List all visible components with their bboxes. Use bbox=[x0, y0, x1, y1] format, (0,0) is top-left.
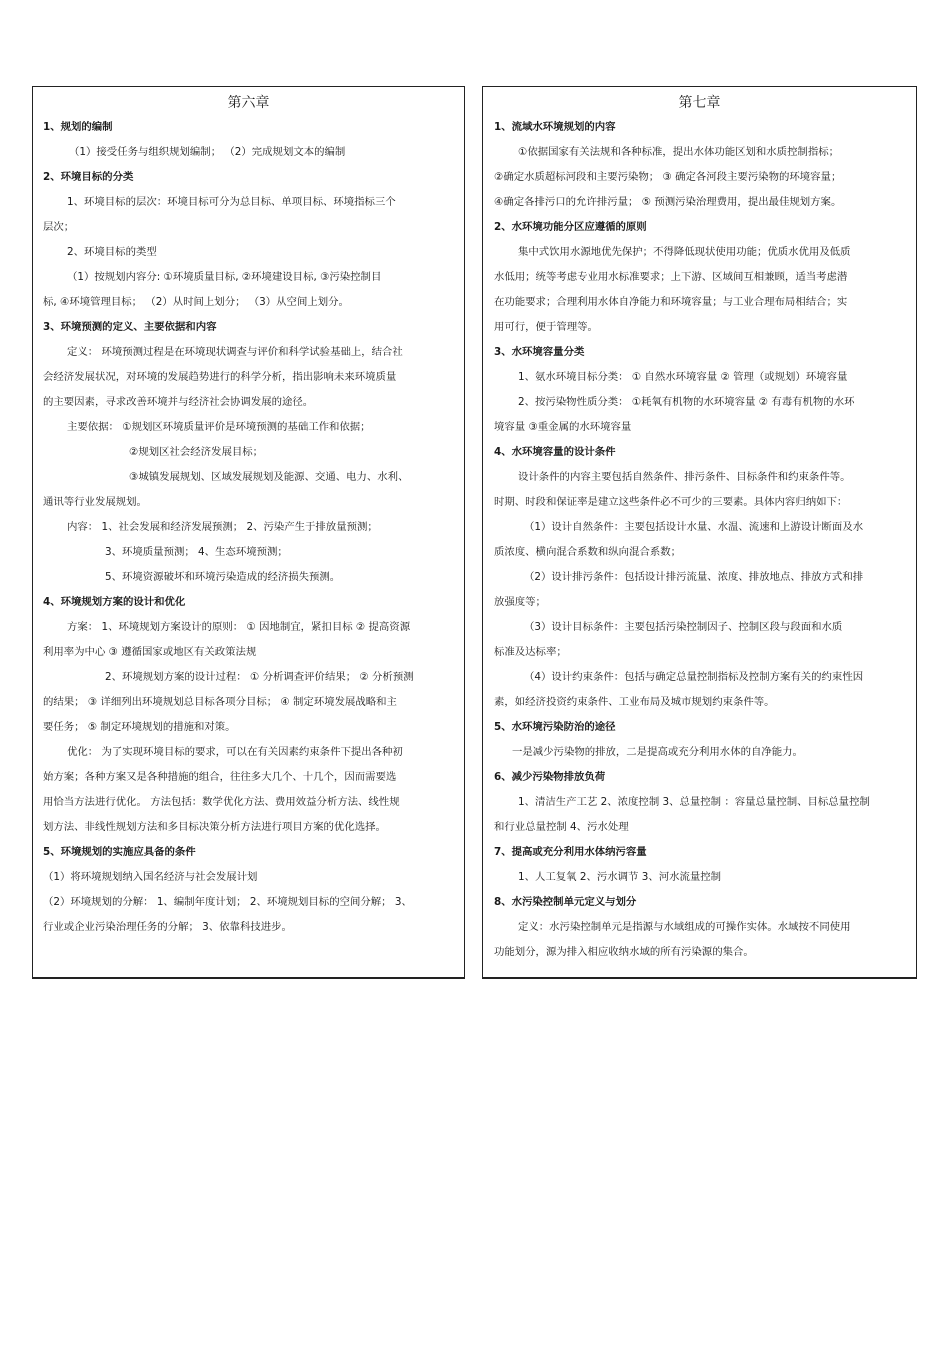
text-line: 会经济发展状况，对环境的发展趋势进行的科学分析，指出影响未来环境质量 bbox=[43, 371, 397, 383]
text-line: （3）设计目标条件：主要包括污染控制因子、控制区段与段面和水质 bbox=[524, 621, 843, 633]
text-line: （2）设计排污条件：包括设计排污流量、浓度、排放地点、排放方式和排 bbox=[524, 571, 864, 583]
text-line: 1、环境目标的层次：环境目标可分为总目标、单项目标、环境指标三个 bbox=[67, 196, 396, 208]
text-line: （1）按规划内容分: ①环境质量目标, ②环境建设目标, ③污染控制目 bbox=[67, 271, 382, 283]
text-line: ③城镇发展规划、区域发展规划及能源、交通、电力、水利、 bbox=[129, 471, 409, 483]
text-line: 行业或企业污染治理任务的分解； 3、依靠科技进步。 bbox=[43, 921, 292, 933]
text-line: 1、氨水环境目标分类： ① 自然水环境容量 ② 管理（或规划）环境容量 bbox=[518, 371, 848, 383]
text-line: 2、环境目标的类型 bbox=[67, 246, 157, 258]
text-line: 时期、时段和保证率是建立这些条件必不可少的三要素。具体内容归纳如下： bbox=[494, 496, 848, 508]
text-line: 的结果； ③ 详细列出环境规划总目标各项分目标； ④ 制定环境发展战略和主 bbox=[43, 696, 397, 708]
section-heading: 6、减少污染物排放负荷 bbox=[494, 771, 606, 783]
text-line: 功能划分，源为排入相应收纳水域的所有污染源的集合。 bbox=[494, 946, 754, 958]
text-line: （1）设计自然条件：主要包括设计水量、水温、流速和上游设计断面及水 bbox=[524, 521, 864, 533]
text-line: 放强度等； bbox=[494, 596, 546, 608]
text-line: 划方法、非线性规划方法和多目标决策分析方法进行项目方案的优化选择。 bbox=[43, 821, 386, 833]
text-line: 优化： 为了实现环境目标的要求，可以在有关因素约束条件下提出各种初 bbox=[67, 746, 403, 758]
text-line: ②规划区社会经济发展目标； bbox=[129, 446, 264, 458]
chapter-seven-panel bbox=[482, 86, 917, 979]
text-line: 用恰当方法进行优化。 方法包括：数学优化方法、费用效益分析方法、线性规 bbox=[43, 796, 400, 808]
section-heading: 1、流域水环境规划的内容 bbox=[494, 121, 616, 133]
text-line: 境容量 ③重金属的水环境容量 bbox=[494, 421, 632, 433]
text-line: 方案： 1、环境规划方案设计的原则： ① 因地制宜，紧扣目标 ② 提高资源 bbox=[67, 621, 411, 633]
text-line: （1）将环境规划纳入国名经济与社会发展计划 bbox=[43, 871, 258, 883]
section-heading: 3、水环境容量分类 bbox=[494, 346, 585, 358]
text-line: 利用率为中心 ③ 遵循国家或地区有关政策法规 bbox=[43, 646, 257, 658]
text-line: 标, ④环境管理目标； （2）从时间上划分； （3）从空间上划分。 bbox=[43, 296, 349, 308]
text-line: 素，如经济投资约束条件、工业布局及城市规划约束条件等。 bbox=[494, 696, 775, 708]
section-heading: 2、环境目标的分类 bbox=[43, 171, 134, 183]
text-line: 内容： 1、社会发展和经济发展预测； 2、污染产生于排放量预测； bbox=[67, 521, 378, 533]
text-line: 层次； bbox=[43, 221, 75, 233]
section-heading: 1、规划的编制 bbox=[43, 121, 113, 133]
text-line: 2、环境规划方案的设计过程： ① 分析调查评价结果； ② 分析预测 bbox=[105, 671, 414, 683]
text-line: 用可行，便于管理等。 bbox=[494, 321, 598, 333]
chapter-seven-title: 第七章 bbox=[678, 95, 721, 111]
text-line: （1）接受任务与组织规划编制； （2）完成规划文本的编制 bbox=[69, 146, 346, 158]
text-line: 3、环境质量预测； 4、生态环境预测； bbox=[105, 546, 288, 558]
section-heading: 4、环境规划方案的设计和优化 bbox=[43, 596, 186, 608]
text-line: （2）环境规划的分解： 1、编制年度计划； 2、环境规划目标的空间分解； 3、 bbox=[43, 896, 412, 908]
section-heading: 5、水环境污染防治的途径 bbox=[494, 721, 616, 733]
text-line: 定义：水污染控制单元是指源与水域组成的可操作实体。水域按不同使用 bbox=[518, 921, 851, 933]
text-line: （4）设计约束条件：包括与确定总量控制指标及控制方案有关的约束性因 bbox=[524, 671, 864, 683]
text-line: 在功能要求；合理利用水体自净能力和环境容量；与工业合理布局相结合；实 bbox=[494, 296, 848, 308]
text-line: 水低用；统等考虑专业用水标准要求；上下游、区域间互相兼顾，适当考虑潜 bbox=[494, 271, 848, 283]
text-line: 主要依据： ①规划区环境质量评价是环境预测的基础工作和依据； bbox=[67, 421, 371, 433]
section-heading: 2、水环境功能分区应遵循的原则 bbox=[494, 221, 647, 233]
text-line: ①依据国家有关法规和各种标准，提出水体功能区划和水质控制指标； bbox=[518, 146, 840, 158]
text-line: 2、按污染物性质分类： ①耗氧有机物的水环境容量 ② 有毒有机物的水环 bbox=[518, 396, 855, 408]
text-line: 通讯等行业发展规划。 bbox=[43, 496, 147, 508]
chapter-six-title: 第六章 bbox=[227, 95, 270, 111]
section-heading: 5、环境规划的实施应具备的条件 bbox=[43, 846, 196, 858]
text-line: 1、人工复氧 2、污水调节 3、河水流量控制 bbox=[518, 871, 722, 883]
text-line: 标准及达标率； bbox=[494, 646, 567, 658]
text-line: 始方案；各种方案又是各种措施的组合，往往多大几个、十几个，因而需要选 bbox=[43, 771, 397, 783]
text-line: 1、清洁生产工艺 2、浓度控制 3、总量控制 ：容量总量控制、目标总量控制 bbox=[518, 796, 870, 808]
text-line: 要任务； ⑤ 制定环境规划的措施和对策。 bbox=[43, 721, 236, 733]
section-heading: 3、环境预测的定义、主要依据和内容 bbox=[43, 321, 217, 333]
chapter-six-panel bbox=[32, 86, 465, 979]
section-heading: 8、水污染控制单元定义与划分 bbox=[494, 896, 637, 908]
text-line: ②确定水质超标河段和主要污染物； ③ 确定各河段主要污染物的环境容量； bbox=[494, 171, 842, 183]
section-heading: 4、水环境容量的设计条件 bbox=[494, 446, 616, 458]
text-line: 的主要因素，寻求改善环境并与经济社会协调发展的途径。 bbox=[43, 396, 314, 408]
text-line: 设计条件的内容主要包括自然条件、排污条件、目标条件和约束条件等。 bbox=[518, 471, 851, 483]
text-line: 质浓度、横向混合系数和纵向混合系数； bbox=[494, 546, 682, 558]
text-line: 定义： 环境预测过程是在环境现状调查与评价和科学试验基础上，结合社 bbox=[67, 346, 403, 358]
chapter-seven-body bbox=[494, 115, 905, 965]
text-line: 和行业总量控制 4、污水处理 bbox=[494, 821, 629, 833]
text-line: 集中式饮用水源地优先保护；不得降低现状使用功能；优质水优用及低质 bbox=[518, 246, 851, 258]
chapter-six-body bbox=[43, 115, 454, 940]
text-line: ④确定各排污口的允许排污量； ⑤ 预测污染治理费用，提出最佳规划方案。 bbox=[494, 196, 842, 208]
section-heading: 7、提高或充分利用水体纳污容量 bbox=[494, 846, 647, 858]
text-line: 5、环境资源破坏和环境污染造成的经济损失预测。 bbox=[105, 571, 341, 583]
text-line: 一是减少污染物的排放，二是提高或充分利用水体的自净能力。 bbox=[512, 746, 803, 758]
